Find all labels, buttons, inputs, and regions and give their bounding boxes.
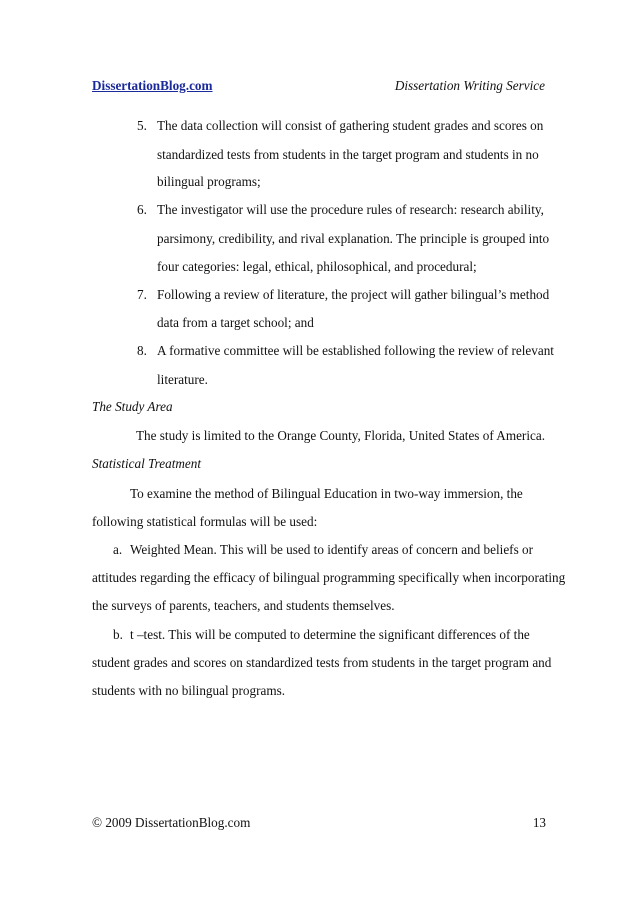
- list-item-number: 5.: [137, 118, 147, 133]
- paragraph-line: following statistical formulas will be used:: [92, 514, 318, 529]
- formula-item-line: student grades and scores on standardized tests from students in the target program and: [92, 655, 552, 670]
- list-item-number: 6.: [137, 202, 147, 217]
- list-item-line: literature.: [157, 372, 208, 387]
- formula-item-line: the surveys of parents, teachers, and students themselves.: [92, 598, 395, 613]
- list-item-line: The data collection will consist of gathering student grades and scores on: [157, 118, 544, 133]
- header-site-link[interactable]: DissertationBlog.com: [92, 78, 213, 93]
- list-item-line: four categories: legal, ethical, philosophical, and procedural;: [157, 259, 477, 274]
- list-item-line: parsimony, credibility, and rival explanation. The principle is grouped into: [157, 231, 550, 246]
- list-item-line: bilingual programs;: [157, 174, 261, 189]
- formula-item-letter: b.: [113, 627, 123, 642]
- page-number: 13: [532, 815, 546, 830]
- list-item-line: standardized tests from students in the target program and students in no: [157, 147, 539, 162]
- formula-item-line: students with no bilingual programs.: [92, 683, 286, 698]
- section-heading-statistical-treatment: Statistical Treatment: [92, 456, 202, 471]
- list-item-line: data from a target school; and: [157, 315, 314, 330]
- paragraph-line: To examine the method of Bilingual Education in two-way immersion, the: [130, 486, 523, 501]
- header-service-title: Dissertation Writing Service: [394, 78, 545, 93]
- list-item-number: 7.: [137, 287, 147, 302]
- list-item-line: Following a review of literature, the project will gather bilingual’s method: [157, 287, 550, 302]
- formula-item-line: Weighted Mean. This will be used to identify areas of concern and beliefs or: [130, 542, 533, 557]
- footer-copyright: © 2009 DissertationBlog.com: [92, 815, 251, 830]
- list-item-number: 8.: [137, 343, 147, 358]
- section-heading-study-area: The Study Area: [92, 399, 173, 414]
- formula-item-line: attitudes regarding the efficacy of bilingual programming specifically when incorporating: [92, 570, 566, 585]
- list-item-line: A formative committee will be established following the review of relevant: [157, 343, 554, 358]
- list-item-line: The investigator will use the procedure rules of research: research ability,: [157, 202, 544, 217]
- study-area-text: The study is limited to the Orange County, Florida, United States of America.: [136, 428, 545, 443]
- formula-item-line: t –test. This will be computed to determine the significant differences of the: [130, 627, 530, 642]
- formula-item-letter: a.: [113, 542, 123, 557]
